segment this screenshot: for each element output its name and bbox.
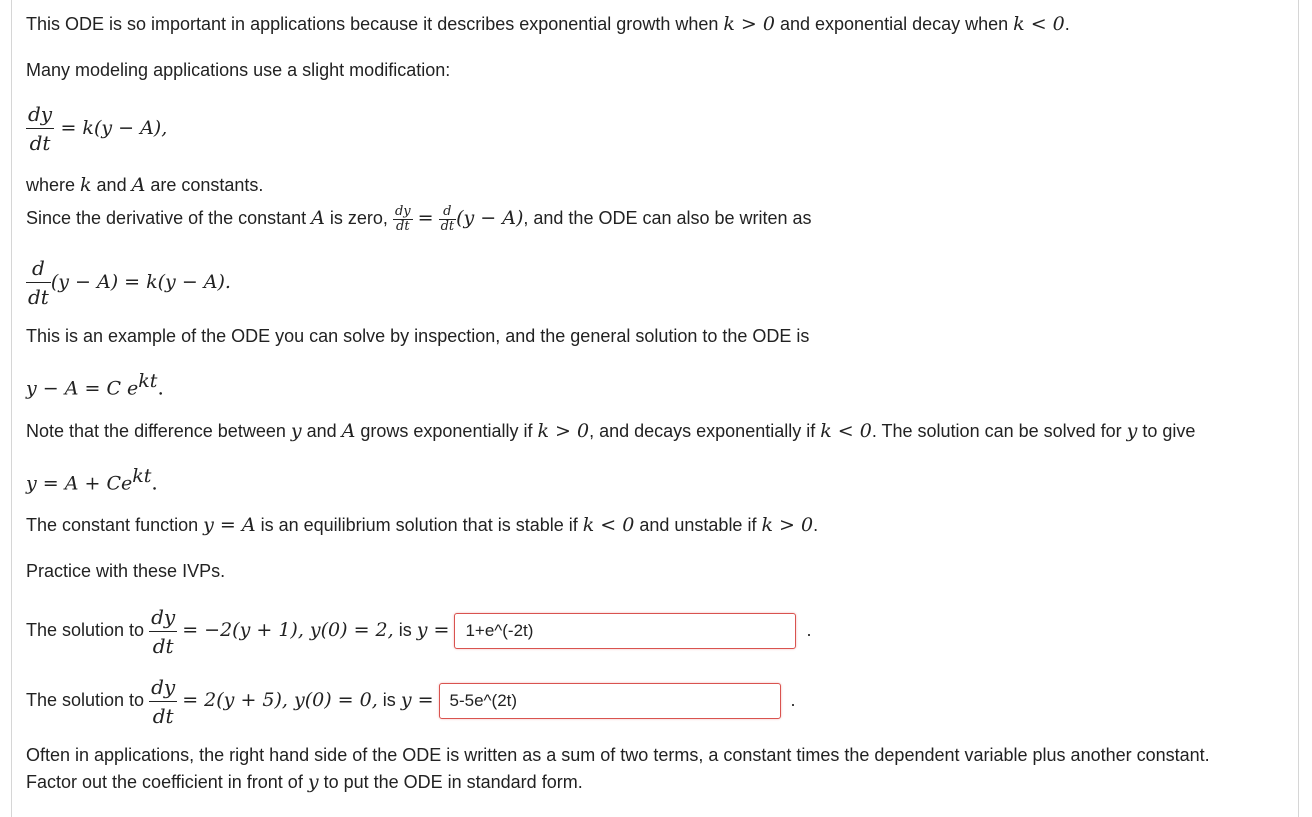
fraction-dy-dt: $\frac{dy}{dt}$ — [151, 604, 176, 658]
paragraph-standard-form-line1: Often in applications, the right hand side of the ODE is written as a sum of two terms, a constant times the dependent variable plus another constant. — [26, 745, 1210, 765]
paragraph-derivative: Since the derivative of the constant A is zero, $\frac{dy}{dt}$ = $\frac{d}{dt}$ (y − A), and the ODE can also be writen as — [26, 203, 812, 234]
fraction-dy-dt-small: $\frac{dy}{dt}$ — [394, 203, 411, 234]
content-panel — [11, 0, 1299, 817]
ivp-question-1: The solution to $\frac{dy}{dt}$ = −2(y + 1), y(0) = 2, is y = 1+e^(-2t) . — [26, 604, 812, 658]
text: This ODE is so important in applications because it describes exponential growth when — [26, 14, 724, 34]
paragraph-constants: where k and A are constants. — [26, 174, 264, 196]
paragraph-inspection: This is an example of the ODE you can solve by inspection, and the general solution to the ODE is — [26, 326, 810, 346]
text: and exponential decay when — [774, 14, 1014, 34]
math-inline: k < 0 — [1013, 13, 1065, 35]
ivp-question-2: The solution to $\frac{dy}{dt}$ = 2(y + 5), y(0) = 0, is y = 5-5e^(2t) . — [26, 674, 796, 728]
equation-rhs: = k(y − A), — [60, 117, 168, 139]
equation-general-solution: y − A = C $e^{kt}$. — [26, 370, 164, 400]
equation-modified-ode — [26, 100, 167, 157]
paragraph-equilibrium: The constant function y = A is an equilibrium solution that is stable if k < 0 and unstable if k > 0. — [26, 514, 819, 536]
fraction-d-dt-small: $\frac{d}{dt}$ — [440, 203, 455, 234]
paragraph-modification: Many modeling applications use a slight modification: — [26, 60, 451, 80]
equation-rewritten-ode: $\frac{d}{dt}$ (y − A) = k(y − A). — [28, 256, 231, 309]
paragraph-standard-form-line2: Factor out the coefficient in front of y to put the ODE in standard form. — [26, 771, 583, 793]
math-inline: k > 0 — [723, 13, 775, 35]
fraction-d-dt: $\frac{d}{dt}$ — [28, 256, 49, 309]
answer-input-2[interactable]: 5-5e^(2t) — [439, 683, 781, 719]
answer-input-1[interactable]: 1+e^(-2t) — [454, 613, 796, 649]
paragraph-practice: Practice with these IVPs. — [26, 561, 226, 581]
paragraph-difference: Note that the difference between y and A grows exponentially if k > 0, and decays exponentially if k < 0. The solution can be solved for y to give — [26, 420, 1196, 442]
fraction-dy-dt: $\frac{dy}{dt}$ — [28, 102, 53, 155]
equation-solved-y: $y = A + Ce^{kt}$. — [26, 465, 158, 495]
paragraph-intro: This ODE is so important in applications because it describes exponential growth when k > 0 and exponential decay when k < 0. — [26, 13, 1070, 35]
fraction-dy-dt: $\frac{dy}{dt}$ — [151, 674, 176, 728]
